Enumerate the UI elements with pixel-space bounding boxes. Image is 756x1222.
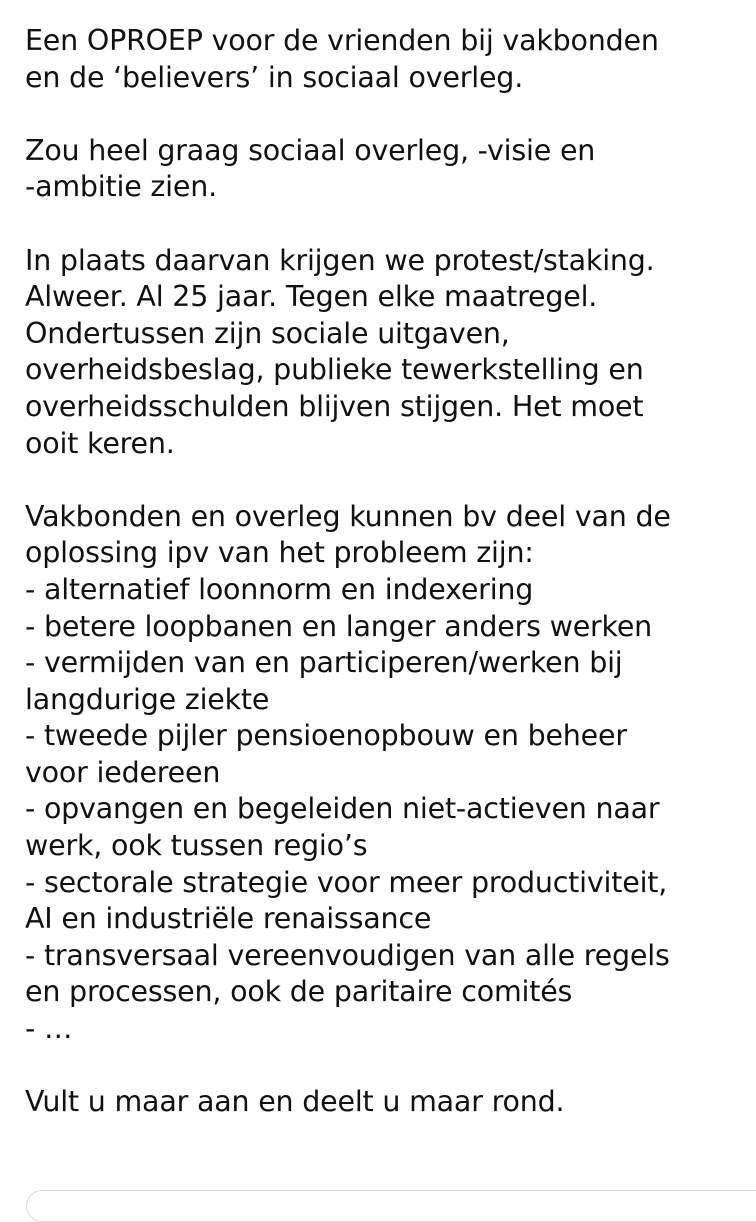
text-line: Vult u maar aan en deelt u maar rond. [25, 1085, 565, 1119]
text-line: overheidsschulden blijven stijgen. Het moet [25, 389, 644, 423]
paragraph-gap [25, 206, 753, 243]
next-card-edge [26, 1190, 756, 1222]
post-text [25, 23, 753, 1121]
paragraph-gap [25, 96, 753, 133]
list-item: - vermijden van en participeren/werken bij [25, 646, 623, 680]
text-line: Vakbonden en overleg kunnen bv deel van de [25, 499, 671, 533]
list-item-continuation: langdurige ziekte [25, 682, 270, 716]
list-item-continuation: voor iedereen [25, 755, 221, 789]
text-line: -ambitie zien. [25, 170, 217, 204]
text-line: In plaats daarvan krijgen we protest/staking. [25, 243, 655, 277]
paragraph-gap [25, 1048, 753, 1085]
list-item-continuation: AI en industriële renaissance [25, 902, 432, 936]
paragraph-gap [25, 462, 753, 499]
list-item: - … [25, 1012, 73, 1046]
text-line: en de ‘believers’ in sociaal overleg. [25, 60, 524, 94]
list-item: - opvangen en begeleiden niet-actieven naar [25, 792, 660, 826]
text-line: ooit keren. [25, 426, 175, 460]
list-item: - betere loopbanen en langer anders werken [25, 609, 653, 643]
text-line: Alweer. Al 25 jaar. Tegen elke maatregel. [25, 280, 598, 314]
list-item: - alternatief loonnorm en indexering [25, 572, 534, 606]
list-item-continuation: werk, ook tussen regio’s [25, 829, 368, 863]
list-item: - transversaal vereenvoudigen van alle regels [25, 938, 670, 972]
text-line: Ondertussen zijn sociale uitgaven, [25, 316, 510, 350]
list-item: - tweede pijler pensioenopbouw en beheer [25, 719, 627, 753]
list-item-continuation: en processen, ook de paritaire comités [25, 975, 573, 1009]
text-line: Een OPROEP voor de vrienden bij vakbonden [25, 24, 659, 57]
text-line: oplossing ipv van het probleem zijn: [25, 536, 534, 570]
text-line: overheidsbeslag, publieke tewerkstelling en [25, 353, 644, 387]
list-item: - sectorale strategie voor meer productiviteit, [25, 865, 668, 899]
text-line: Zou heel graag sociaal overleg, -visie en [25, 133, 596, 167]
